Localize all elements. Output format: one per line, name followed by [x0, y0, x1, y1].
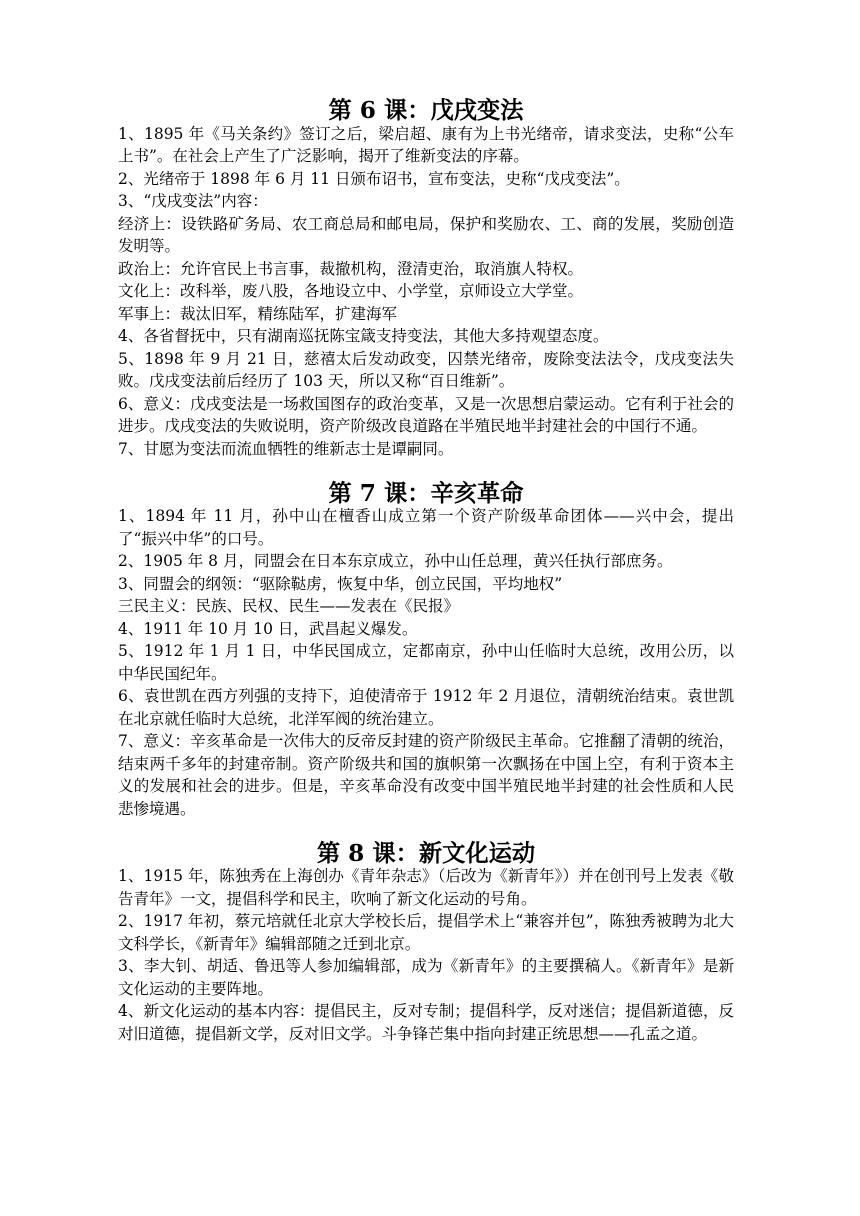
paragraph: 4、各省督抚中，只有湖南巡抚陈宝箴支持变法，其他大多持观望态度。: [118, 327, 609, 345]
lesson-8-heading: 第 8 课：新文化运动: [316, 839, 536, 867]
paragraph: 1、1915 年，陈独秀在上海创办《青年杂志》（后改为《新青年》）并在创刊号上发表《敬告青年》一文，提倡科学和民主，吹响了新文化运动的号角。: [118, 867, 734, 908]
document-page: [118, 97, 734, 1045]
paragraph: 3、同盟会的纲领：“驱除鞑虏，恢复中华，创立民国，平均地权”: [118, 574, 563, 593]
paragraph: 4、1911 年 10 月 10 日，武昌起义爆发。: [118, 619, 418, 638]
paragraph: 3、李大钊、胡适、鲁迅等人参加编辑部，成为《新青年》的主要撰稿人。《新青年》是新文化运动的主要阵地。: [118, 957, 734, 998]
paragraph: 5、1912 年 1 月 1 日，中华民国成立，定都南京，孙中山任临时大总统，改用公历，以中华民国纪年。: [118, 642, 734, 683]
paragraph: 三民主义：民族、民权、民生——发表在《民报》: [118, 597, 460, 615]
lesson-6-heading: 第 6 课：戊戌变法: [328, 97, 524, 124]
paragraph: 经济上：设铁路矿务局、农工商总局和邮电局，保护和奖励农、工、商的发展，奖励创造发明等。: [118, 214, 734, 255]
paragraph: 文化上：改科举，废八股，各地设立中、小学堂，京师设立大学堂。: [118, 282, 584, 300]
lesson-7-heading: 第 7 课：辛亥革命: [328, 479, 524, 507]
paragraph: 6、意义：戊戌变法是一场救国图存的政治变革，又是一次思想启蒙运动。它有利于社会的进步。戊戌变法的失败说明，资产阶级改良道路在半殖民地半封建社会的中国行不通。: [118, 394, 734, 435]
paragraph: 政治上：允许官民上书言事，裁撤机构，澄清吏治，取消旗人特权。: [118, 259, 584, 278]
paragraph: 3、“戊戌变法”内容：: [118, 192, 268, 210]
paragraph: 7、甘愿为变法而流血牺牲的维新志士是谭嗣同。: [118, 439, 454, 458]
lesson-8-section: [118, 839, 734, 1046]
paragraph: 7、意义：辛亥革命是一次伟大的反帝反封建的资产阶级民主革命。它推翻了清朝的统治，结束两千多年的封建帝制。资产阶级共和国的旗帜第一次飘扬在中国上空，有利于资本主义的发展和社会的进步。但是，辛亥革命没有改变中国半殖民地半封建的社会性质和人民悲惨境遇。: [118, 732, 734, 818]
lesson-7-section: [118, 479, 734, 821]
paragraph: 2、1917 年初，蔡元培就任北京大学校长后，提倡学术上“兼容并包”，陈独秀被聘为北大文科学长，《新青年》编辑部随之迁到北京。: [118, 912, 734, 953]
paragraph: 5、1898 年 9 月 21 日，慈禧太后发动政变，囚禁光绪帝，废除变法法令，戊戌变法失败。戊戌变法前后经历了 103 天，所以又称“百日维新”。: [118, 349, 734, 390]
paragraph: 1、1894 年 11 月，孙中山在檀香山成立第一个资产阶级革命团体——兴中会，提出了“振兴中华”的口号。: [118, 507, 734, 548]
paragraph: 军事上：裁汰旧军，精练陆军，扩建海军: [118, 304, 398, 323]
paragraph: 4、新文化运动的基本内容：提倡民主，反对专制；提倡科学，反对迷信；提倡新道德，反对旧道德，提倡新文学，反对旧文学。斗争锋芒集中指向封建正统思想——孔孟之道。: [118, 1002, 734, 1043]
lesson-6-section: [118, 97, 734, 460]
paragraph: 2、1905 年 8 月，同盟会在日本东京成立，孙中山任总理，黄兴任执行部庶务。: [118, 552, 673, 570]
paragraph: 6、袁世凯在西方列强的支持下，迫使清帝于 1912 年 2 月退位，清朝统治结束。袁世凯在北京就任临时大总统，北洋军阀的统治建立。: [118, 687, 734, 728]
paragraph: 1、1895 年《马关条约》签订之后，梁启超、康有为上书光绪帝，请求变法，史称“公车上书”。在社会上产生了广泛影响，揭开了维新变法的序幕。: [118, 124, 734, 165]
paragraph: 2、光绪帝于 1898 年 6 月 11 日颁布诏书，宣布变法，史称“戊戌变法”。: [118, 169, 630, 188]
